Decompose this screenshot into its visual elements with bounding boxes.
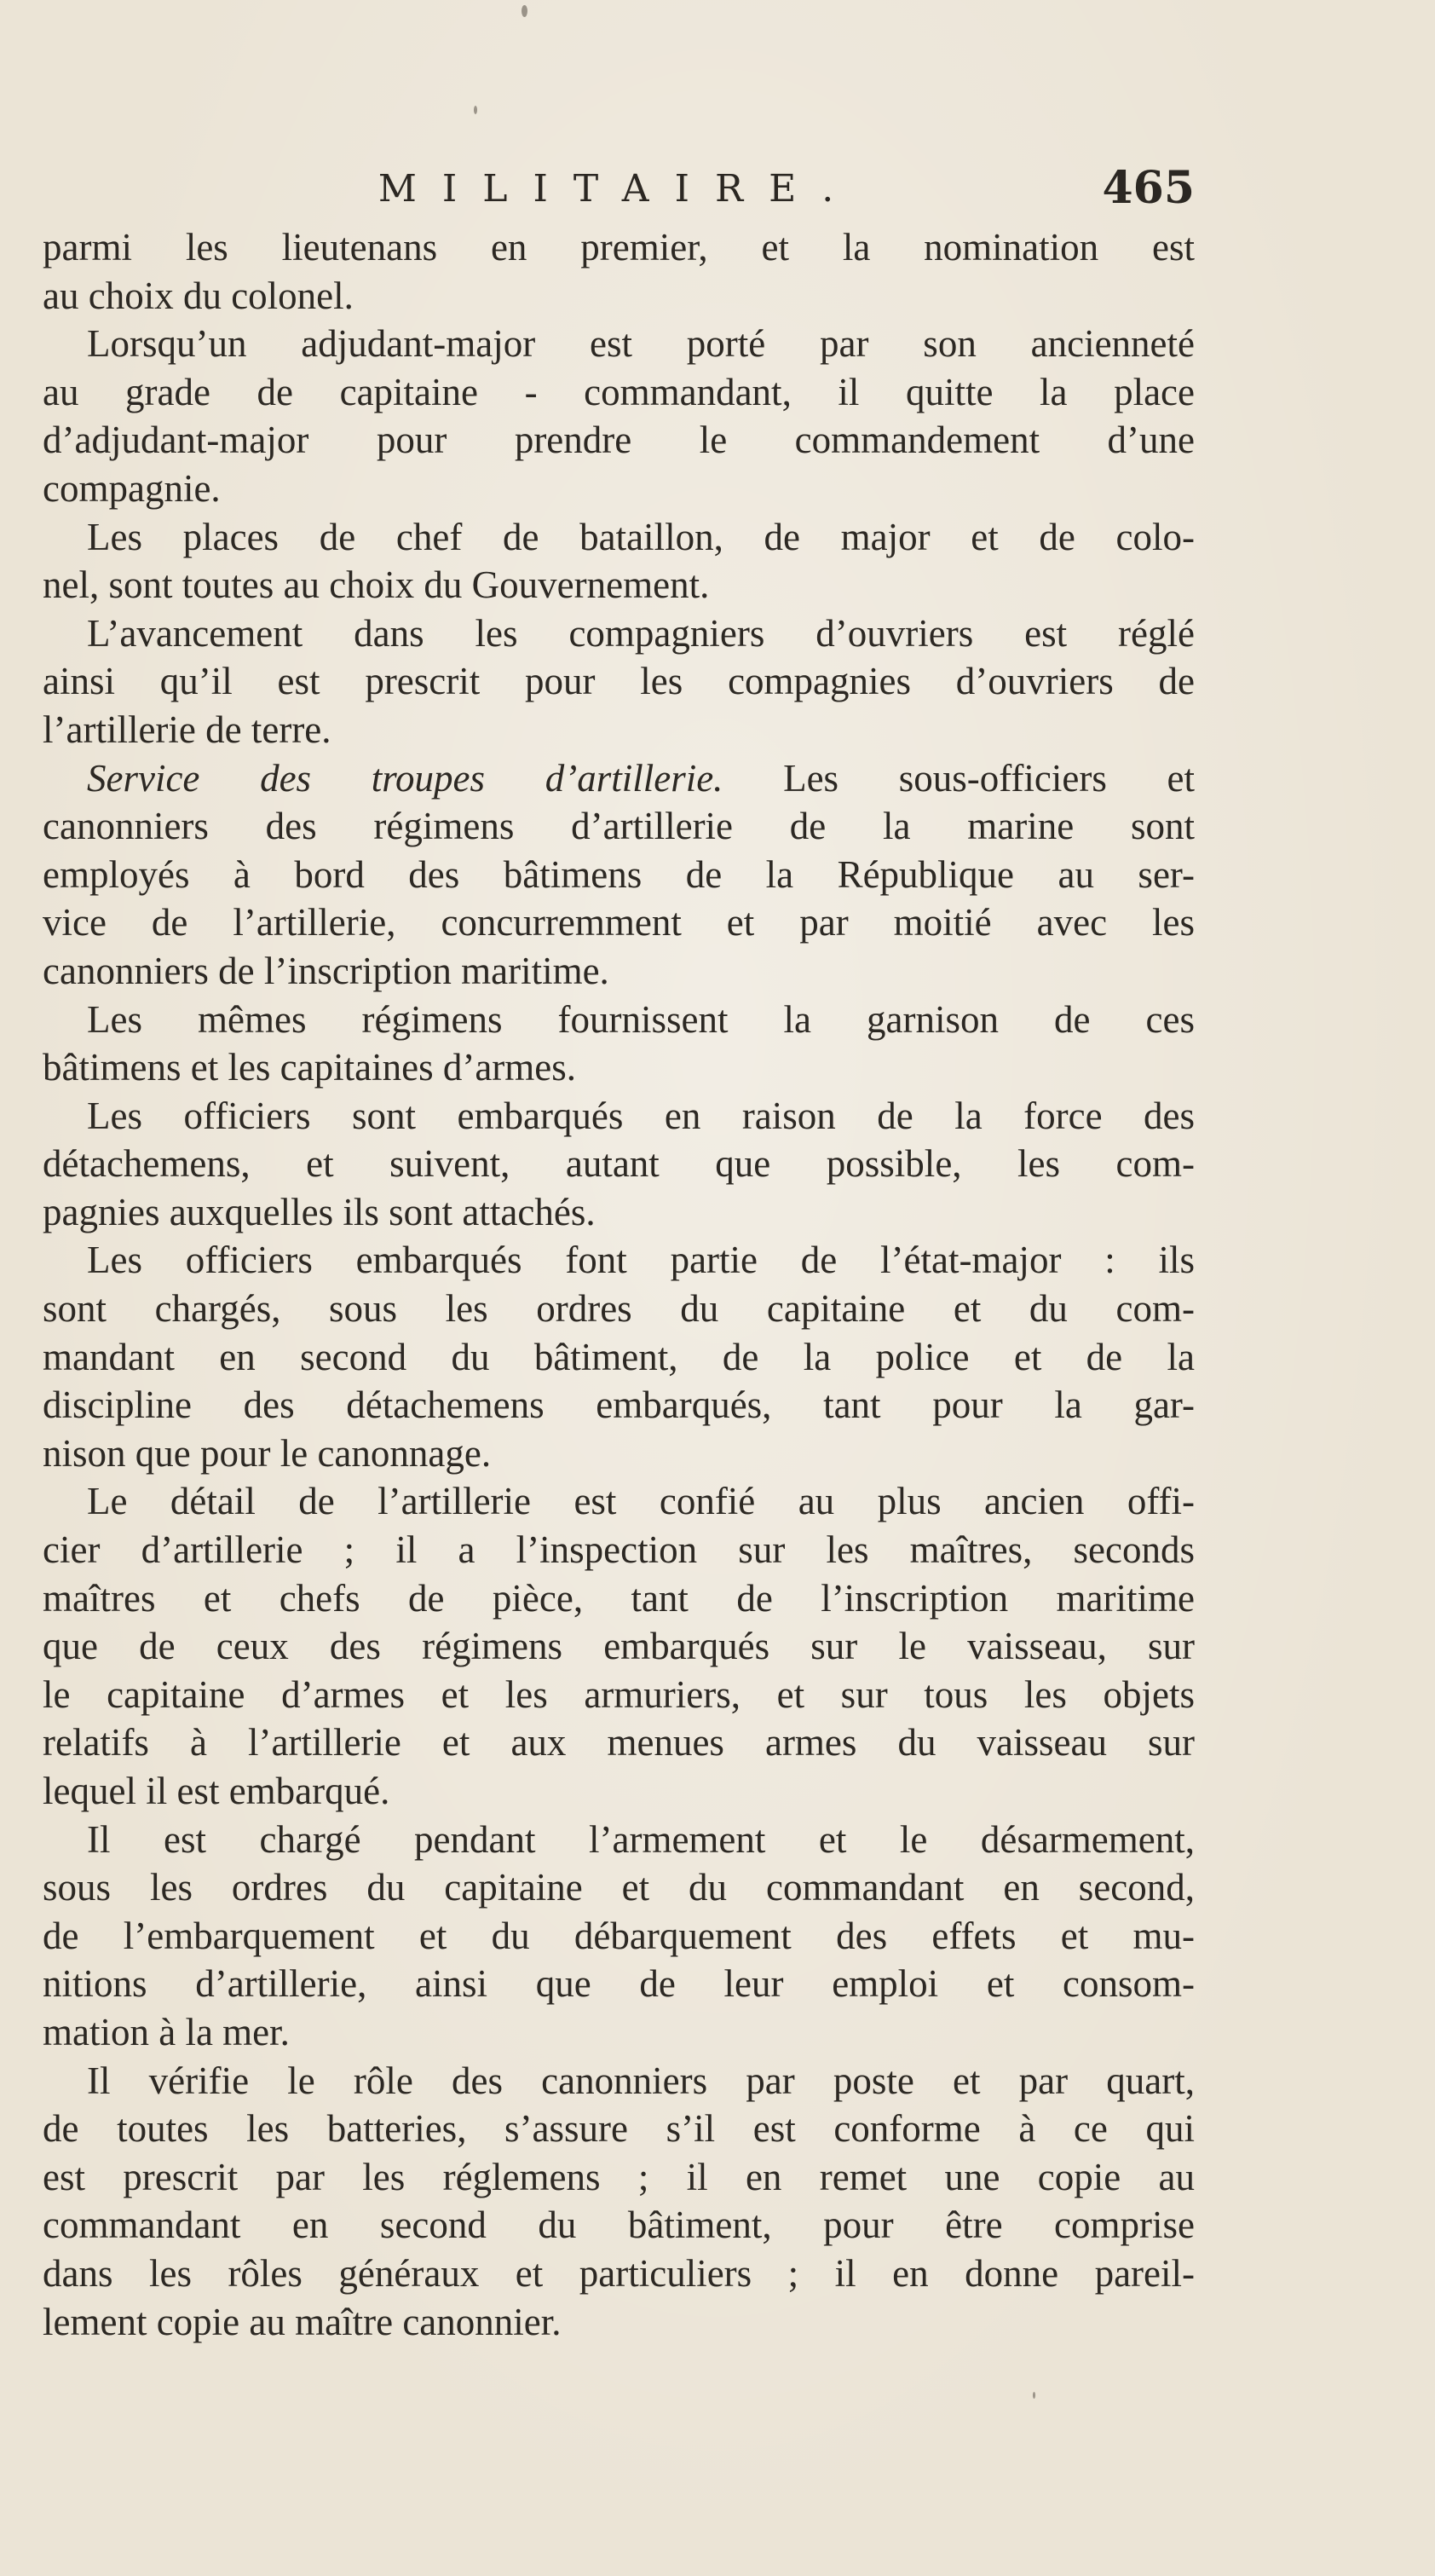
text-line (43, 754, 1195, 803)
text-line: nison que pour le canonnage. (43, 1431, 492, 1475)
paper-speck (474, 106, 477, 114)
text-line: Les officiers embarqués font partie de l’état-major : ils (87, 1239, 1195, 1282)
text-line: d’adjudant-major pour prendre le commandement d’une (43, 419, 1195, 462)
text-line: bâtimens et les capitaines d’armes. (43, 1046, 577, 1089)
text-line: parmi les lieutenans en premier, et la nomination est (43, 226, 1195, 269)
text-line: canonniers de l’inscription maritime. (43, 949, 609, 992)
text-line: Il est chargé pendant l’armement et le désarmement, (87, 1817, 1195, 1861)
text-line-content: Les sous-officiers et (723, 756, 1195, 800)
text-line: détachemens, et suivent, autant que possible, les com- (43, 1142, 1195, 1186)
text-line: maîtres et chefs de pièce, tant de l’inscription maritime (43, 1576, 1195, 1620)
text-line: est prescrit par les réglemens ; il en remet une copie au (43, 2155, 1195, 2198)
text-line: lement copie au maître canonnier. (43, 2300, 562, 2343)
page-header (43, 155, 1195, 223)
text-line: compagnie. (43, 466, 221, 510)
text-line: au choix du colonel. (43, 274, 354, 317)
text-line: au grade de capitaine - commandant, il quitte la place (43, 370, 1195, 413)
text-line: l’artillerie de terre. (43, 708, 331, 751)
text-line: de l’embarquement et du débarquement des effets et mu- (43, 1914, 1195, 1957)
text-line: mation à la mer. (43, 2010, 290, 2053)
text-line: le capitaine d’armes et les armuriers, et sur tous les objets (43, 1672, 1195, 1716)
paper-speck (1033, 2392, 1035, 2399)
text-line: que de ceux des régimens embarqués sur le vaisseau, sur (43, 1625, 1195, 1668)
text-line: relatifs à l’artillerie et aux menues armes du vaisseau sur (43, 1721, 1195, 1765)
text-line: nel, sont toutes au choix du Gouvernement. (43, 563, 710, 607)
text-line: Les places de chef de bataillon, de major et de colo- (87, 515, 1195, 558)
text-line: ainsi qu’il est prescrit pour les compagnies d’ouvriers de (43, 660, 1195, 703)
text-line: canonniers des régimens d’artillerie de la marine sont (43, 805, 1195, 848)
text-line: dans les rôles généraux et particuliers ; il en donne pareil- (43, 2251, 1195, 2295)
paper-speck (522, 5, 527, 17)
text-line: pagnies auxquelles ils sont attachés. (43, 1190, 596, 1233)
text-line: Les officiers sont embarqués en raison de la force des (87, 1094, 1195, 1137)
text-line: cier d’artillerie ; il a l’inspection sur les maîtres, seconds (43, 1528, 1195, 1572)
text-line: de toutes les batteries, s’assure s’il est conforme à ce qui (43, 2107, 1195, 2151)
text-line: Lorsqu’un adjudant-major est porté par son ancienneté (87, 322, 1195, 366)
text-line: discipline des détachemens embarqués, tant pour la gar- (43, 1383, 1195, 1427)
running-head: MILITAIRE. (377, 167, 860, 211)
text-line: L’avancement dans les compagniers d’ouvriers est réglé (87, 611, 1195, 655)
text-line: sous les ordres du capitaine et du commandant en second, (43, 1866, 1195, 1909)
text-line: sont chargés, sous les ordres du capitaine et du com- (43, 1287, 1195, 1331)
page-number: 465 (1102, 162, 1195, 214)
body-text (43, 223, 1195, 2346)
text-line: mandant en second du bâtiment, de la police et de la (43, 1335, 1195, 1378)
text-line: commandant en second du bâtiment, pour être comprise (43, 2203, 1195, 2247)
text-line: vice de l’artillerie, concurremment et par moitié avec les (43, 901, 1195, 944)
text-line: Les mêmes régimens fournissent la garnison de ces (87, 997, 1195, 1041)
text-line: Il vérifie le rôle des canonniers par poste et par quart, (87, 2059, 1195, 2102)
text-line: employés à bord des bâtimens de la République au ser- (43, 852, 1195, 896)
section-heading: Service des troupes d’artillerie. (87, 756, 723, 800)
text-line: nitions d’artillerie, ainsi que de leur emploi et consom- (43, 1962, 1195, 2006)
text-line: Le détail de l’artillerie est confié au plus ancien offi- (87, 1480, 1195, 1523)
text-line: lequel il est embarqué. (43, 1770, 390, 1812)
